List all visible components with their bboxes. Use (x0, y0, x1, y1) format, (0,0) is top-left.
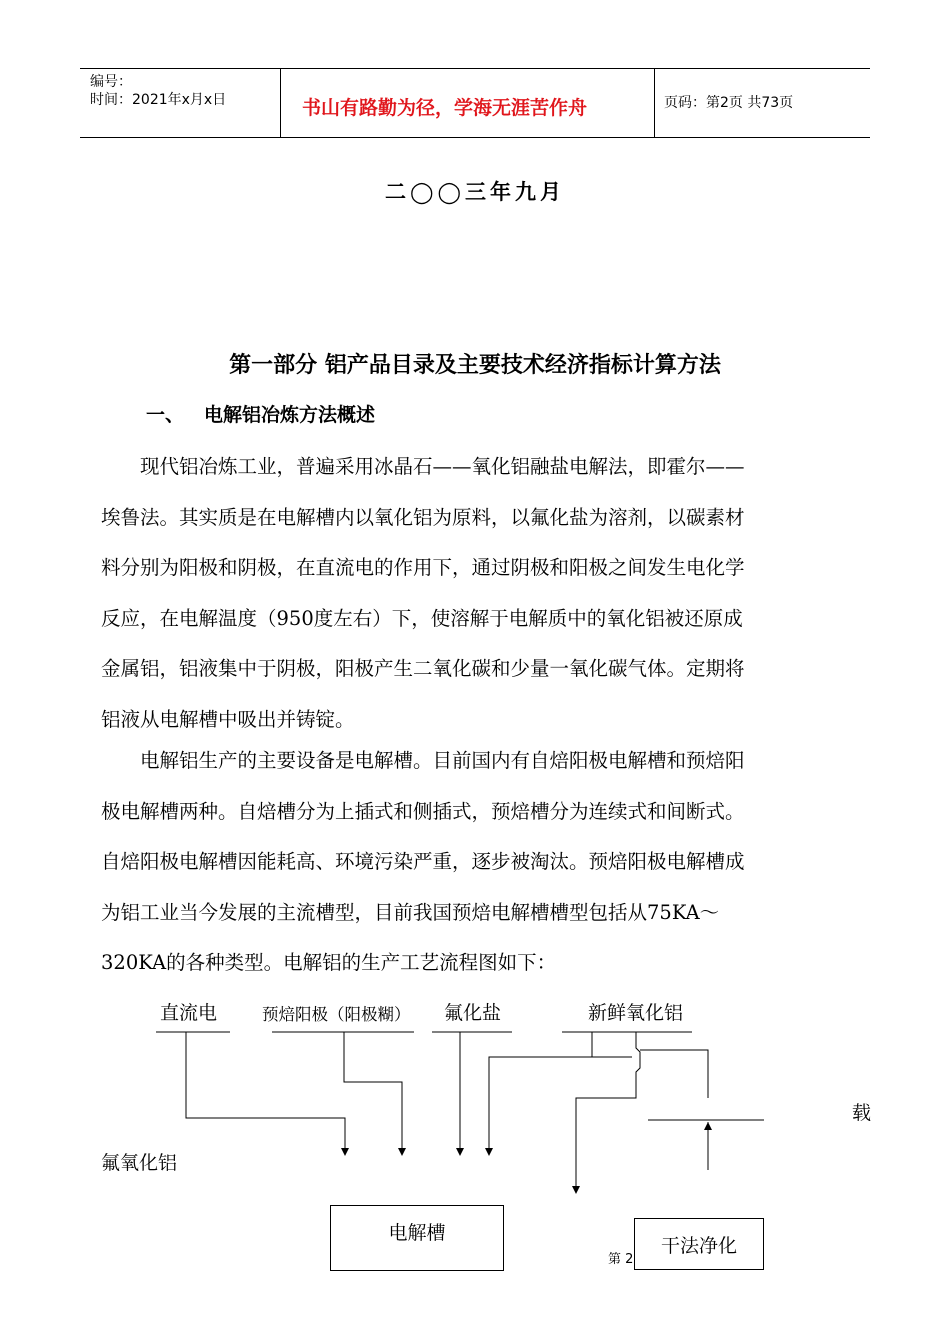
box-label: 电解槽 (388, 1222, 446, 1244)
arrow-down-icon (398, 1148, 406, 1156)
part-title: 第一部分 铝产品目录及主要技术经济指标计算方法 (229, 353, 721, 378)
paragraph-line: 埃鲁法。其实质是在电解槽内以氧化铝为原料，以氟化盐为溶剂，以碳素材 (101, 505, 745, 529)
arrow-down-icon (456, 1148, 464, 1156)
paragraph-line: 反应，在电解温度（950度左右）下，使溶解于电解质中的氧化铝被还原成 (101, 606, 743, 630)
paragraph-line: 料分别为阳极和阴极，在直流电的作用下，通过阴极和阳极之间发生电化学 (101, 556, 745, 579)
paragraph-line: 320KA的各种类型。电解铝的生产工艺流程图如下： (101, 951, 557, 974)
side-label-loaded: 载 (852, 1102, 872, 1124)
paragraph-line: 电解铝生产的主要设备是电解槽。目前国内有自焙阳极电解槽和预焙阳 (101, 749, 745, 772)
time-label: 时间：2021年x月x日 (90, 92, 227, 108)
paragraph-line: 金属铝，铝液集中于阴极，阳极产生二氧化碳和少量一氧化碳气体。定期将 (101, 657, 745, 680)
arrow-down-icon (572, 1186, 580, 1194)
flow-line-anode (344, 1032, 402, 1148)
flow-line-alumina (640, 1050, 708, 1098)
input-prebaked-anode: 预焙阳极（阳极糊） (262, 1005, 411, 1024)
paragraph-line: 现代铝冶炼工业，普遍采用冰晶石——氧化铝融盐电解法，即霍尔—— (101, 455, 745, 478)
serial-label: 编号： (90, 74, 132, 90)
input-fluoride-salt: 氟化盐 (444, 1002, 502, 1024)
section-number: 一、 (146, 404, 185, 426)
flow-line-alumina (489, 1057, 632, 1148)
flow-line-alumina (576, 1032, 640, 1186)
section-title: 电解铝冶炼方法概述 (204, 404, 376, 426)
paragraph-line: 极电解槽两种。自焙槽分为上插式和侧插式，预焙槽分为连续式和间断式。 (101, 799, 745, 823)
side-label-fluorinated-alumina: 氟氧化铝 (101, 1152, 178, 1174)
input-fresh-alumina: 新鲜氧化铝 (588, 1002, 684, 1024)
arrow-up-icon (704, 1122, 712, 1130)
box-dry-purification (634, 1218, 764, 1270)
arrow-down-icon (485, 1148, 493, 1156)
box-label: 干法净化 (660, 1234, 737, 1257)
paragraph-line: 铝液从电解槽中吸出并铸锭。 (101, 707, 355, 731)
box-electrolytic-cell (330, 1205, 504, 1271)
page-info: 页码：第2页 共73页 (664, 95, 794, 111)
arrow-down-icon (341, 1148, 349, 1156)
date-title: 二◯◯三年九月 (384, 180, 565, 204)
footer-page-number: 第 2 (608, 1252, 634, 1267)
paragraph-line: 为铝工业当今发展的主流槽型，目前我国预焙电解槽槽型包括从75KA～ (101, 900, 720, 924)
motto-text: 书山有路勤为径，学海无涯苦作舟 (302, 97, 588, 119)
input-dc-power: 直流电 (160, 1002, 218, 1024)
flow-line-alumina (592, 1032, 632, 1057)
paragraph-line: 自焙阳极电解槽因能耗高、环境污染严重，逐步被淘汰。预焙阳极电解槽成 (101, 850, 745, 873)
flow-line-dc (186, 1032, 345, 1148)
